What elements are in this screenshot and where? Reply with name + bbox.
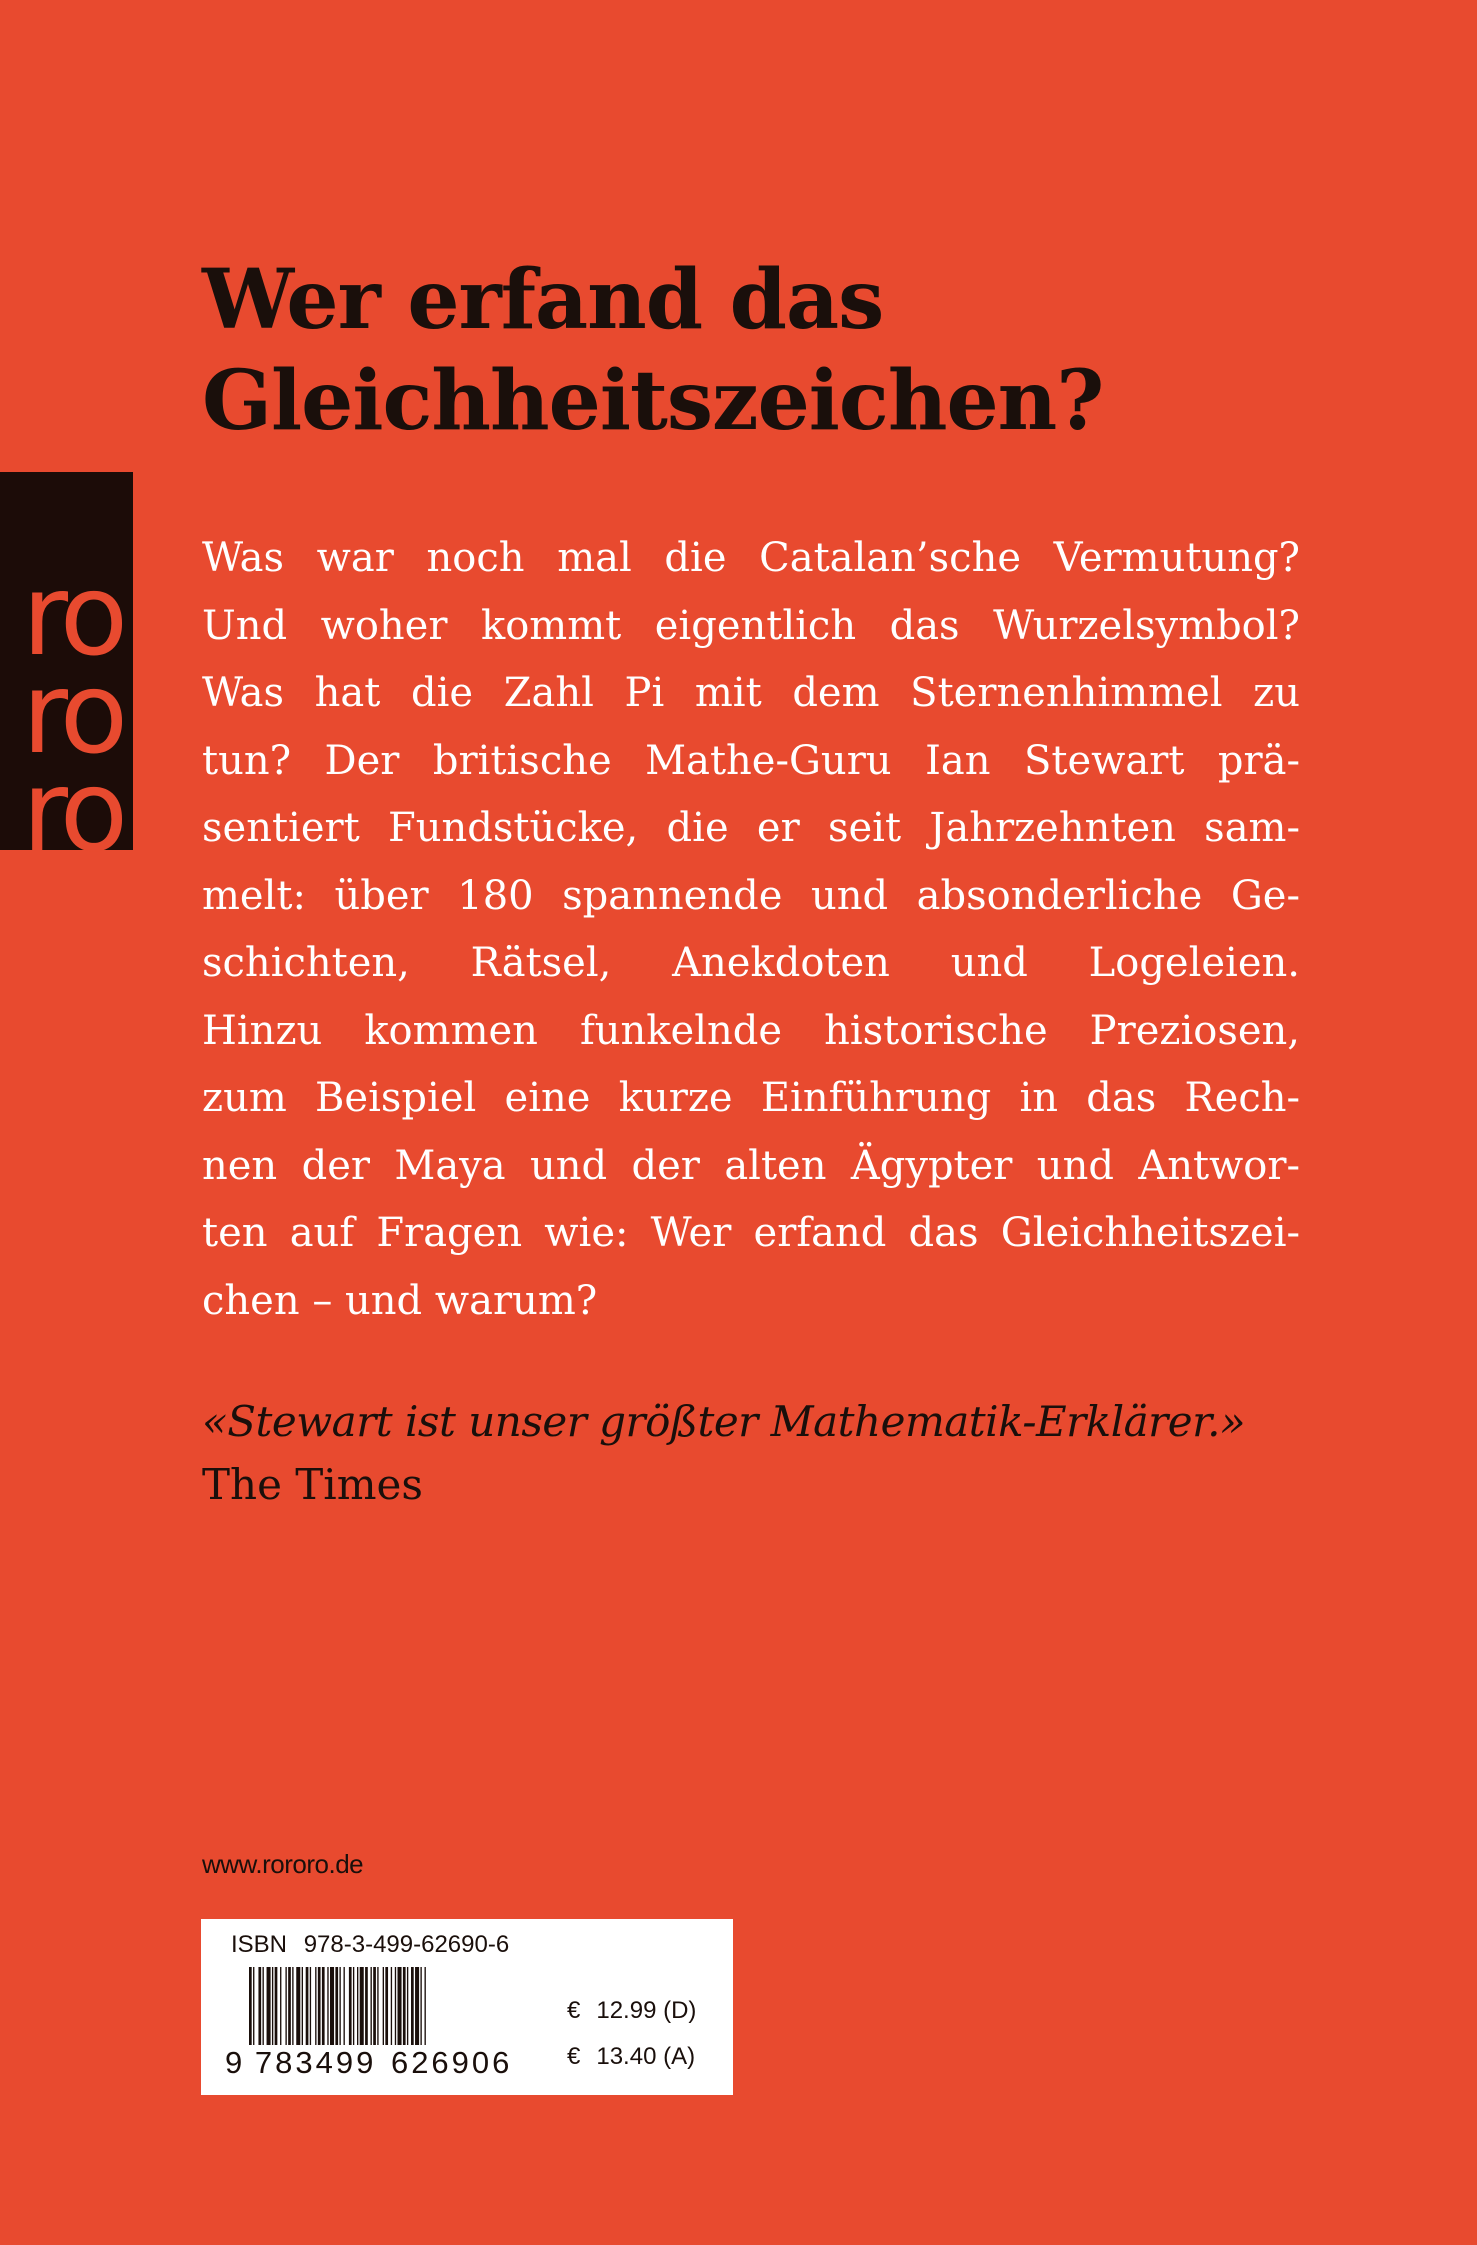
barcode-bar [296,1967,300,2045]
barcode-bar [425,1967,426,2045]
barcode-bar [360,1967,364,2045]
barcode-bar [275,1967,278,2045]
barcode [249,1967,539,2045]
barcode-bar [258,1967,261,2045]
headline-line-2: Gleichheitszeichen? [202,353,1104,449]
blurb-line: sentiert Fundstücke, die er seit Jahrzehnten sam- [202,805,1300,851]
barcode-bar [263,1967,264,2045]
blurb-line: Was hat die Zahl Pi mit dem Sternenhimmel zu [202,670,1300,716]
blurb-line: Hinzu kommen funkelnde historische Preziosen, [202,1007,1300,1054]
barcode-bar [339,1967,340,2045]
barcode-bar [349,1967,352,2045]
barcode-digit-group-left: 783499 [254,2045,377,2080]
barcode-bar [330,1967,334,2045]
barcode-bar [302,1967,303,2045]
barcode-bar [280,1967,281,2045]
publisher-website: www.rororo.de [202,1849,364,1879]
barcode-bar [411,1967,414,2045]
barcode-bar [335,1967,338,2045]
euro-symbol: € [567,1997,581,2024]
blurb-paragraph [202,525,1300,1335]
barcode-bar [385,1967,388,2045]
barcode-bar [420,1967,421,2045]
barcode-bar [288,1967,291,2045]
isbn-number: 978-3-499-62690-6 [303,1931,510,1958]
headline-line-1: Wer erfand das [202,252,884,348]
euro-symbol: € [567,2043,581,2070]
barcode-bar [403,1967,406,2045]
barcode-bar [267,1967,271,2045]
logo-word-3: ro [22,747,123,877]
barcode-bar [383,1967,384,2045]
barcode-bar [249,1967,252,2045]
barcode-bar [253,1967,254,2045]
barcode-digit-group-right: 626906 [390,2045,513,2080]
barcode-bar [377,1967,378,2045]
logo-word-2: ro [22,649,123,779]
barcode-bar [310,1967,311,2045]
blurb-line: schichten, Rätsel, Anekdoten und Logeleien. [202,940,1300,986]
barcode-bar [322,1967,325,2045]
barcode-digits [225,2045,512,2081]
barcode-bar [272,1967,273,2045]
blurb-line: Und woher kommt eigentlich das Wurzelsymbol? [202,602,1300,649]
barcode-bar [285,1967,286,2045]
barcode-bar [395,1967,396,2045]
barcode-bar [327,1967,328,2045]
price-austria [567,2043,695,2071]
rororo-logo [0,472,133,877]
isbn-prefix: ISBN [231,1931,288,1958]
price-germany [567,1997,696,2025]
barcode-bar [391,1967,392,2045]
quote-source: The Times [202,1460,423,1509]
headline [202,250,1352,452]
barcode-bar [315,1967,316,2045]
barcode-bar [373,1967,376,2045]
logo-word-1: ro [22,551,123,681]
isbn-line [231,1931,509,1959]
blurb-line: ten auf Fragen wie: Wer erfand das Gleichheitszei- [202,1210,1300,1256]
barcode-bar [407,1967,408,2045]
barcode-bar [357,1967,358,2045]
blurb-line: nen der Maya und der alten Ägypter und Antwor- [202,1142,1300,1189]
blurb-line: tun? Der britische Mathe-Guru Ian Stewart prä- [202,737,1300,784]
barcode-bar [344,1967,345,2045]
blurb-line: melt: über 180 spannende und absonderliche Ge- [202,872,1300,919]
blurb-line: Was war noch mal die Catalan’sche Vermutung? [202,535,1300,581]
barcode-bar [371,1967,372,2045]
barcode-bar [365,1967,368,2045]
barcode-bar [398,1967,402,2045]
isbn-label-box [201,1919,733,2095]
price-austria-value: 13.40 (A) [596,2043,696,2070]
review-quote: «Stewart ist unser größter Mathematik-Erklärer.» [202,1397,1246,1446]
blurb-line: zum Beispiel eine kurze Einführung in das Rech- [202,1075,1300,1121]
barcode-bar [318,1967,321,2045]
barcode-lead-digit: 9 [225,2045,243,2080]
barcode-bar [292,1967,293,2045]
blurb-line: chen – und warum? [202,1277,598,1324]
barcode-bar [306,1967,309,2045]
barcode-bar [415,1967,419,2045]
barcode-bar [353,1967,354,2045]
price-germany-value: 12.99 (D) [596,1997,697,2024]
